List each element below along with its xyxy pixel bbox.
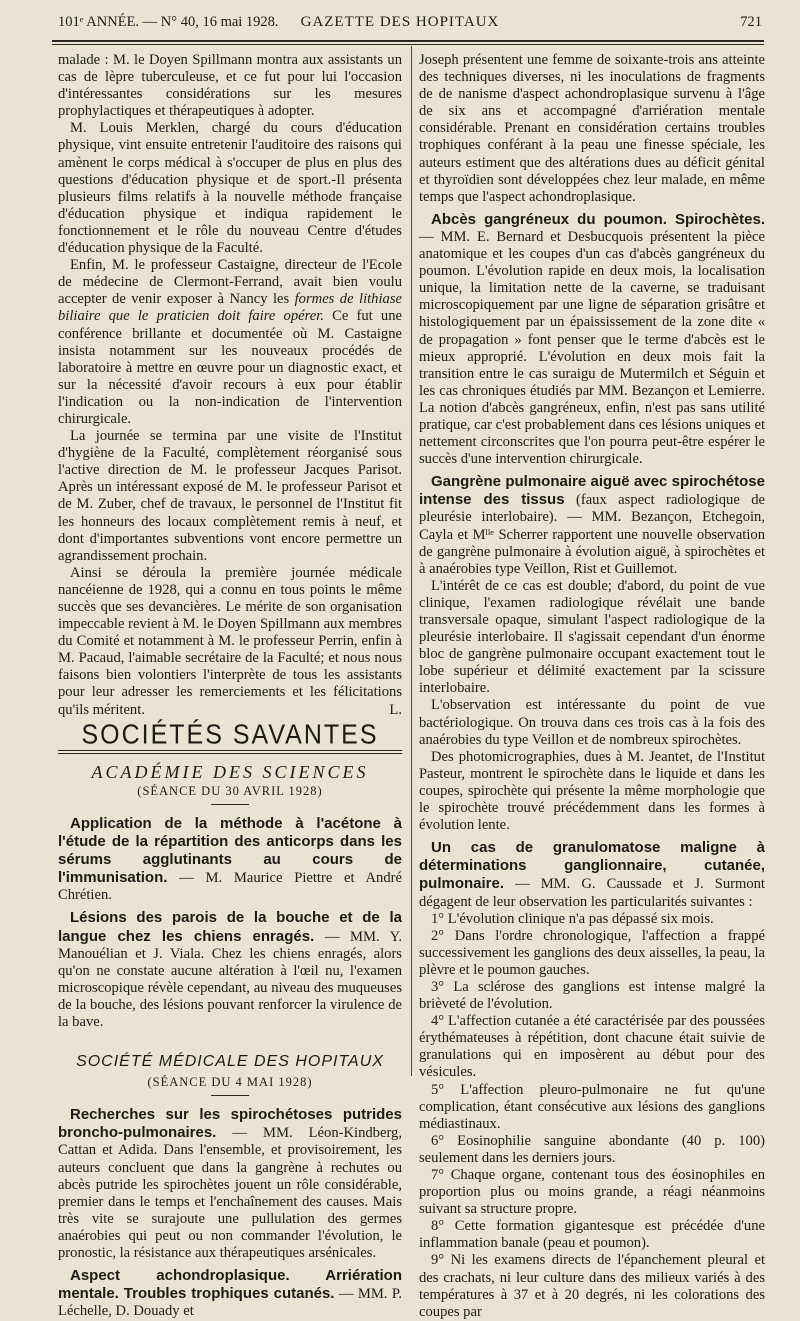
journal-title: GAZETTE DES HOPITAUX [300, 14, 500, 30]
paragraph: Joseph présentent une femme de soixante-trois ans atteinte des techniques diverses, ni les inoculations de fragments de de nanisme d'aspect achondroplasique survenu à l'âge de six ans et accompagné d'arriération mentale considérable. Prenant en considération certains troubles trophiques conférant à la peau une finesse spéciale, les auteurs estiment que des altérations dues au déficit génital et thyroïdien sont développées chez leur malade, en même temps que l'aspect achondroplasique. [419, 52, 765, 205]
article-title: Gangrène pulmonaire aiguë avec spirochétose intense des tissus [419, 473, 765, 509]
list-item: 6° Eosinophilie sanguine abondante (40 p. 100) seulement dans les derniers jours. [419, 1132, 765, 1166]
running-head [0, 14, 800, 36]
article-body: — M. Maurice Piettre et André Chrétien. [58, 870, 402, 904]
academy-heading: ACADÉMIE DES SCIENCES [91, 761, 369, 782]
text-run: Ce fut une conférence brillante et documentée où M. Castaigne insista notamment sur les nouveaux procédés de laboratoire à mettre en œuvre pour un diagnostic exact, et sur la nécessité d'avoir recours à eux pour établir l'indication ou la non-indication de l'intervention chirurgicale. [58, 308, 402, 427]
list-item: 7° Chaque organe, contenant tous des éosinophiles en proportion plus ou moins grande, a réagi néanmoins suivant sa structure propre. [419, 1167, 765, 1218]
article-title: Un cas de granulomatose maligne à déterminations ganglionnaire, cutanée, pulmonaire. [419, 839, 765, 893]
list-item: 3° La sclérose des ganglions est intense malgré la brièveté de l'évolution. [419, 978, 765, 1013]
article-body: — MM. G. Caussade et J. Surmont dégagent de leur observation les particularités suivantes : [419, 876, 765, 910]
article [58, 1106, 402, 1262]
list-item: 8° Cette formation gigantesque est précédée d'une inflammation banale (peau et poumon). [419, 1218, 765, 1252]
short-rule [211, 1095, 249, 1096]
column-divider [411, 46, 412, 1076]
article-title: Application de la méthode à l'acétone à l'étude de la répartition des anticorps dans les sérums agglutinants au cours de l'immunisation. [58, 814, 402, 887]
article-body: — MM. Y. Manouélian et J. Viala. Chez les chiens enragés, alors qu'on ne constate aucune altération à l'œil nu, l'examen microscopique révèle cependant, au niveau des muqueuses de la bouche, des lésions pouvant renforcer la virulence de la bave. [58, 928, 402, 1030]
society-heading: SOCIÉTÉ MÉDICALE DES HOPITAUX [76, 1053, 384, 1071]
session-date: (SÉANCE DU 4 MAI 1928) [147, 1075, 313, 1090]
article-body: — MM. E. Bernard et Desbucquois présentent la pièce anatomique et les coupes d'un cas d'abcès gangréneux du poumon. L'évolution rapide en deux mois, la localisation unique, la limitation nette de la caverne, se traduisant microscopiquement par une ligne de séparation grisâtre et histologiquement par un épaississement de la zone dite « de propagation » font penser que le terme d'abcès est le mieux approprié. L'évolution en deux mois fait la transition entre le cas suraigu de Mutermilch et Séguin et les cas chroniques étudiés par MM. Bezançon et Lemierre. La notion d'abcès gangréneux, enfin, n'est pas sans utilité pratique, car c'est probablement dans ces lésions uniques et nettement circonscrites que l'on pourra peut-être espérer le succès d'une intervention chirurgicale. [419, 228, 765, 468]
paragraph: Des photomicrographies, dues à M. Jeantet, de l'Institut Pasteur, montrent le spirochète dans le liquide et dans les coupes, spirochète qui présente la même morphologie que le spirochète trouvé précédemment dans les formes à évolution lente. [419, 748, 765, 834]
article [419, 473, 765, 578]
session-date: (SÉANCE DU 30 AVRIL 1928) [137, 783, 323, 798]
right-column [419, 52, 765, 1321]
list-item: 1° L'évolution clinique n'a pas dépassé six mois. [431, 910, 714, 927]
article-title: Lésions des parois de la bouche et de la langue chez les chiens enragés. [58, 909, 402, 945]
paragraph: L'intérêt de ce cas est double; d'abord, du point de vue clinique, l'examen radiologique révélait une bande transversale opaque, simulant l'aspect radiologique de la pleurésie interlobaire. Il s'agissait cependant d'un énorme bloc de gangrène pulmonaire occupant exactement tout le lobe supérieur et délimité exactement par la scissure interlobaire. [419, 577, 765, 697]
article-title: Recherches sur les spirochétoses putrides broncho-pulmonaires. [58, 1106, 402, 1142]
paragraph [58, 565, 402, 719]
signature: L. [389, 701, 402, 718]
article-body: — MM. P. Léchelle, D. Douady et [58, 1286, 402, 1320]
paragraph: M. Louis Merklen, chargé du cours d'éducation physique, vint ensuite entretenir l'auditoire des raisons qui amènent le corps médical à s'occuper de plus en plus des questions d'éducation physique et de sport.-Il présenta plusieurs films relatifs à la nouvelle méthode française d'éducation physique et indiqua rapidement le fonctionnement et le rôle du nouveau Centre d'études d'éducation physique de la Faculté. [58, 120, 402, 257]
article-body: — MM. Léon-Kindberg, Cattan et Adida. Dans l'ensemble, et provisoirement, les auteurs concluent que dans la gangrène à rechutes ou abcès putride les spirochètes jouent un rôle considérable, premier dans le temps et l'enchaînement des causes. Mais très vite se surajoute une pullulation des germes anaérobies qui peut ou non commander l'évolution, le pronostic, la résistance aux thérapeutiques arsénicales. [58, 1125, 402, 1261]
article-body: — MM. Bezançon, Etchegoin, Cayla et Mˡˡᵉ Scherrer rapportent une nouvelle observation de gangrène pulmonaire à évolution aiguë, à spirochètes et à anaérobies type Veillon, Rist et Guillemot. [419, 509, 766, 577]
section-title: SOCIÉTÉS SAVANTES [81, 719, 379, 751]
page-number: 721 [740, 14, 762, 30]
article [419, 211, 765, 468]
italic-title: formes de lithiase biliaire que le praticien doit faire opérer. [58, 291, 402, 325]
article [58, 1267, 402, 1320]
paragraph [58, 257, 402, 428]
article [58, 909, 402, 1031]
article-subtitle: (faux aspect radiologique de pleurésie interlobaire). [419, 492, 765, 526]
paragraph: L'observation est intéressante du point de vue bactériologique. On trouva dans ces trois cas à la fois des anaérobies du type Veillon et de nombreux spirochètes. [419, 697, 765, 748]
list-item: 5° L'affection pleuro-pulmonaire ne fut qu'une complication, étant consécutive aux lésions des ganglions médiastinaux. [419, 1081, 765, 1132]
article-title: Aspect achondroplasique. Arriération mentale. Troubles trophiques cutanés. [58, 1267, 402, 1303]
short-rule [211, 804, 249, 805]
paragraph: malade : M. le Doyen Spillmann montra aux assistants un cas de lèpre tuberculeuse, et ce fut pour lui l'occasion d'intéressantes considérations sur les mesures prophylactiques et thérapeutiques à adopter. [58, 52, 402, 120]
header-rule [52, 40, 764, 42]
issue-info: 101ᵉ ANNÉE. — N° 40, 16 mai 1928. [58, 14, 279, 30]
left-column [58, 52, 402, 1320]
article [419, 839, 765, 910]
header-rule-thin [52, 44, 764, 45]
paragraph: La journée se termina par une visite de l'Institut d'hygiène de la Faculté, complètement réorganisé sous l'active direction de M. le professeur Jacques Parisot. Après un intéressant exposé de M. le professeur Parisot et de M. Zuber, chef de travaux, le personnel de l'Institut fit les honneurs des locaux complètement remis à neuf, et dont d'importantes subventions vont encore permettre un agrandissement prochain. [58, 428, 402, 564]
list-item: 2° Dans l'ordre chronologique, l'affection a frappé successivement les ganglions des deux aisselles, la peau, la plèvre et le poumon gauches. [419, 927, 765, 978]
list-item: 4° L'affection cutanée a été caractérisée par des poussées érythémateuses à répétition, dont chacune était suivie de granulations qui en imposèrent au début pour des vésicules. [419, 1013, 765, 1081]
text-run: Ainsi se déroula la première journée médicale nancéienne de 1928, qui a connu en tous points le même succès que ses devancières. Le mérite de son organisation impeccable revient à M. le Doyen Spillmann aux membres du Comité et notamment à M. le professeur Perrin, enfin à M. Pacaud, l'aimable secrétaire de la Faculté; et nous nous faisons bien volontiers l'interprète de tous les assistants pour leur adresser les remerciements et les félicitations qu'ils méritent. [58, 564, 402, 718]
list-item: 9° Ni les examens directs de l'épanchement pleural et des crachats, ni leur culture dans des milieux variés à des températures à 37 et à 20 degrés, ni les colorations des coupes par [419, 1252, 765, 1320]
article-title: Abcès gangréneux du poumon. Spirochètes. [431, 210, 765, 228]
text-run: Enfin, M. le professeur Castaigne, directeur de l'Ecole de médecine de Clermont-Ferrand, avait bien voulu accepter de venir exposer à Nancy les [58, 257, 402, 308]
article [58, 815, 402, 904]
